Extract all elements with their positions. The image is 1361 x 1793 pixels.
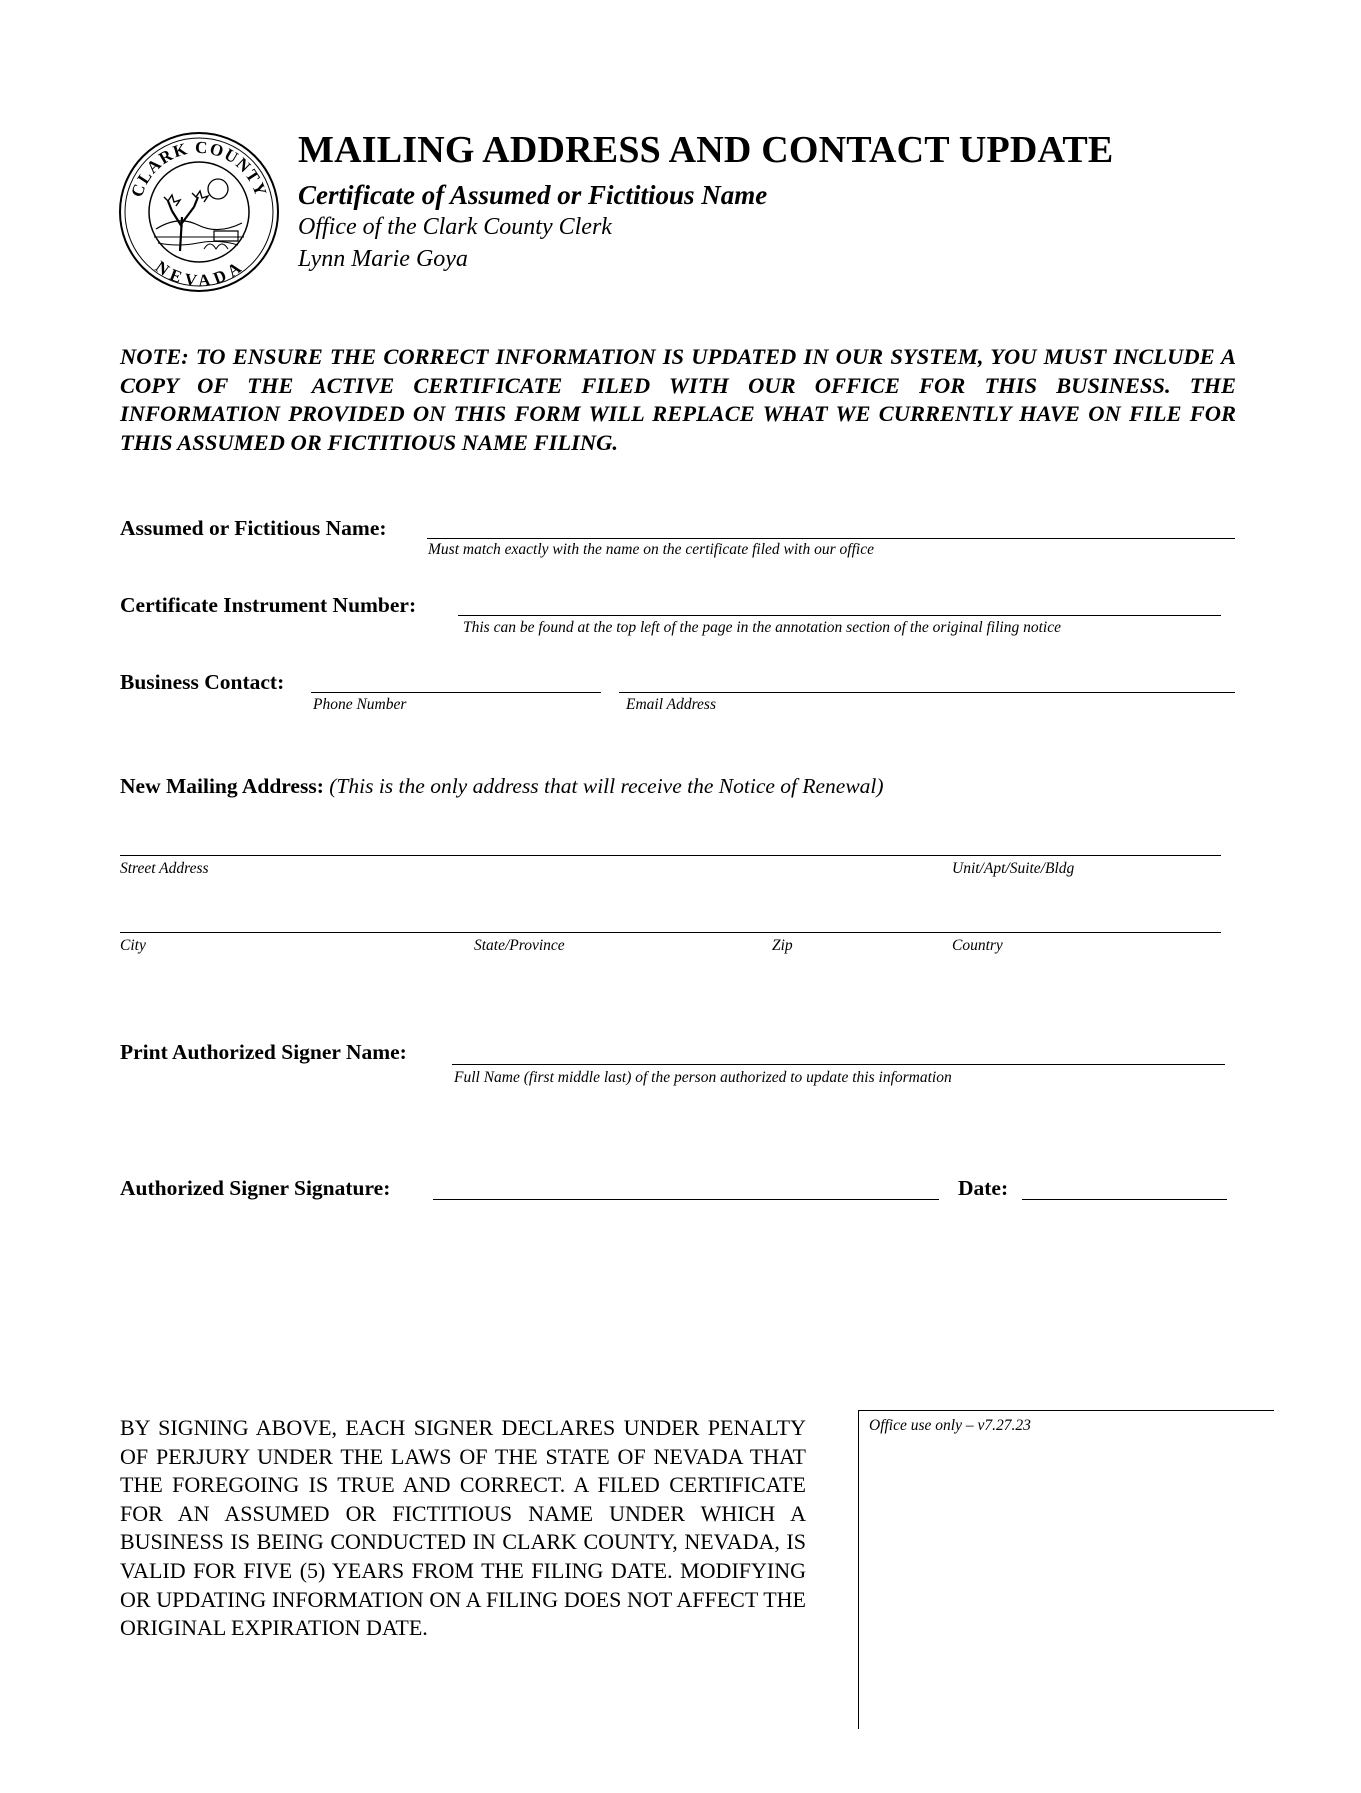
instructions-note: NOTE: TO ENSURE THE CORRECT INFORMATION IS UPDATED IN OUR SYSTEM, YOU MUST INCLUDE A COPY OF THE ACTIVE CERTIFICATE FILED WITH OUR OFFICE FOR THIS BUSINESS. THE INFORMATION PROVIDED ON THIS FORM WILL REPLACE WHAT WE CURRENTLY HAVE ON FILE FOR THIS ASSUMED OR FICTITIOUS NAME FILING.	[120, 344, 1236, 455]
svg-text:NEVADA: NEVADA	[151, 257, 247, 291]
country-hint: Country	[952, 937, 1003, 954]
svg-text:CLARK COUNTY: CLARK COUNTY	[127, 137, 271, 200]
signer-name-label: Print Authorized Signer Name:	[120, 1040, 407, 1064]
date-field[interactable]	[1022, 1199, 1227, 1200]
street-address-field[interactable]	[120, 855, 1221, 856]
signer-name-field[interactable]	[452, 1064, 1225, 1065]
zip-hint: Zip	[772, 937, 793, 954]
business-contact-label: Business Contact:	[120, 670, 285, 694]
assumed-name-field[interactable]	[427, 538, 1235, 539]
unit-hint: Unit/Apt/Suite/Bldg	[952, 860, 1075, 877]
declaration-text: BY SIGNING ABOVE, EACH SIGNER DECLARES UNDER PENALTY OF PERJURY UNDER THE LAWS OF THE STATE OF NEVADA THAT THE FOREGOING IS TRUE AND CORRECT. A FILED CERTIFICATE FOR AN ASSUMED OR FICTITIOUS NAME UNDER WHICH A BUSINESS IS BEING CONDUCTED IN CLARK COUNTY, NEVADA, IS VALID FOR FIVE (5) YEARS FROM THE FILING DATE. MODIFYING OR UPDATING INFORMATION ON A FILING DOES NOT AFFECT THE ORIGINAL EXPIRATION DATE.	[120, 1415, 806, 1641]
assumed-name-label: Assumed or Fictitious Name:	[120, 516, 387, 540]
mailing-address-note: (This is the only address that will receive the Notice of Renewal)	[329, 774, 884, 798]
instrument-number-hint: This can be found at the top left of the page in the annotation section of the original filing notice	[463, 619, 1061, 636]
email-address-field[interactable]	[619, 692, 1235, 693]
office-use-box	[858, 1410, 1274, 1729]
email-address-hint: Email Address	[626, 696, 716, 713]
street-address-hint: Street Address	[120, 860, 209, 877]
instrument-number-label: Certificate Instrument Number:	[120, 593, 417, 617]
county-seal-logo	[118, 131, 280, 293]
signer-name-hint: Full Name (first middle last) of the person authorized to update this information	[454, 1069, 952, 1086]
office-name: Office of the Clark County Clerk	[298, 214, 612, 240]
phone-number-hint: Phone Number	[313, 696, 407, 713]
city-hint: City	[120, 937, 146, 954]
mailing-address-label	[120, 774, 884, 799]
state-province-hint: State/Province	[474, 937, 565, 954]
instrument-number-field[interactable]	[458, 615, 1221, 616]
city-state-zip-country-field[interactable]	[120, 932, 1221, 933]
mailing-address-label-text: New Mailing Address:	[120, 774, 324, 798]
date-label: Date:	[958, 1176, 1009, 1200]
assumed-name-hint: Must match exactly with the name on the certificate filed with our office	[428, 541, 874, 558]
phone-number-field[interactable]	[311, 692, 601, 693]
signature-label: Authorized Signer Signature:	[120, 1176, 391, 1200]
signature-field[interactable]	[433, 1199, 939, 1200]
form-subtitle: Certificate of Assumed or Fictitious Name	[298, 180, 768, 210]
clerk-name: Lynn Marie Goya	[298, 246, 468, 272]
form-title: MAILING ADDRESS AND CONTACT UPDATE	[298, 129, 1114, 171]
office-use-label: Office use only – v7.27.23	[869, 1417, 1031, 1434]
